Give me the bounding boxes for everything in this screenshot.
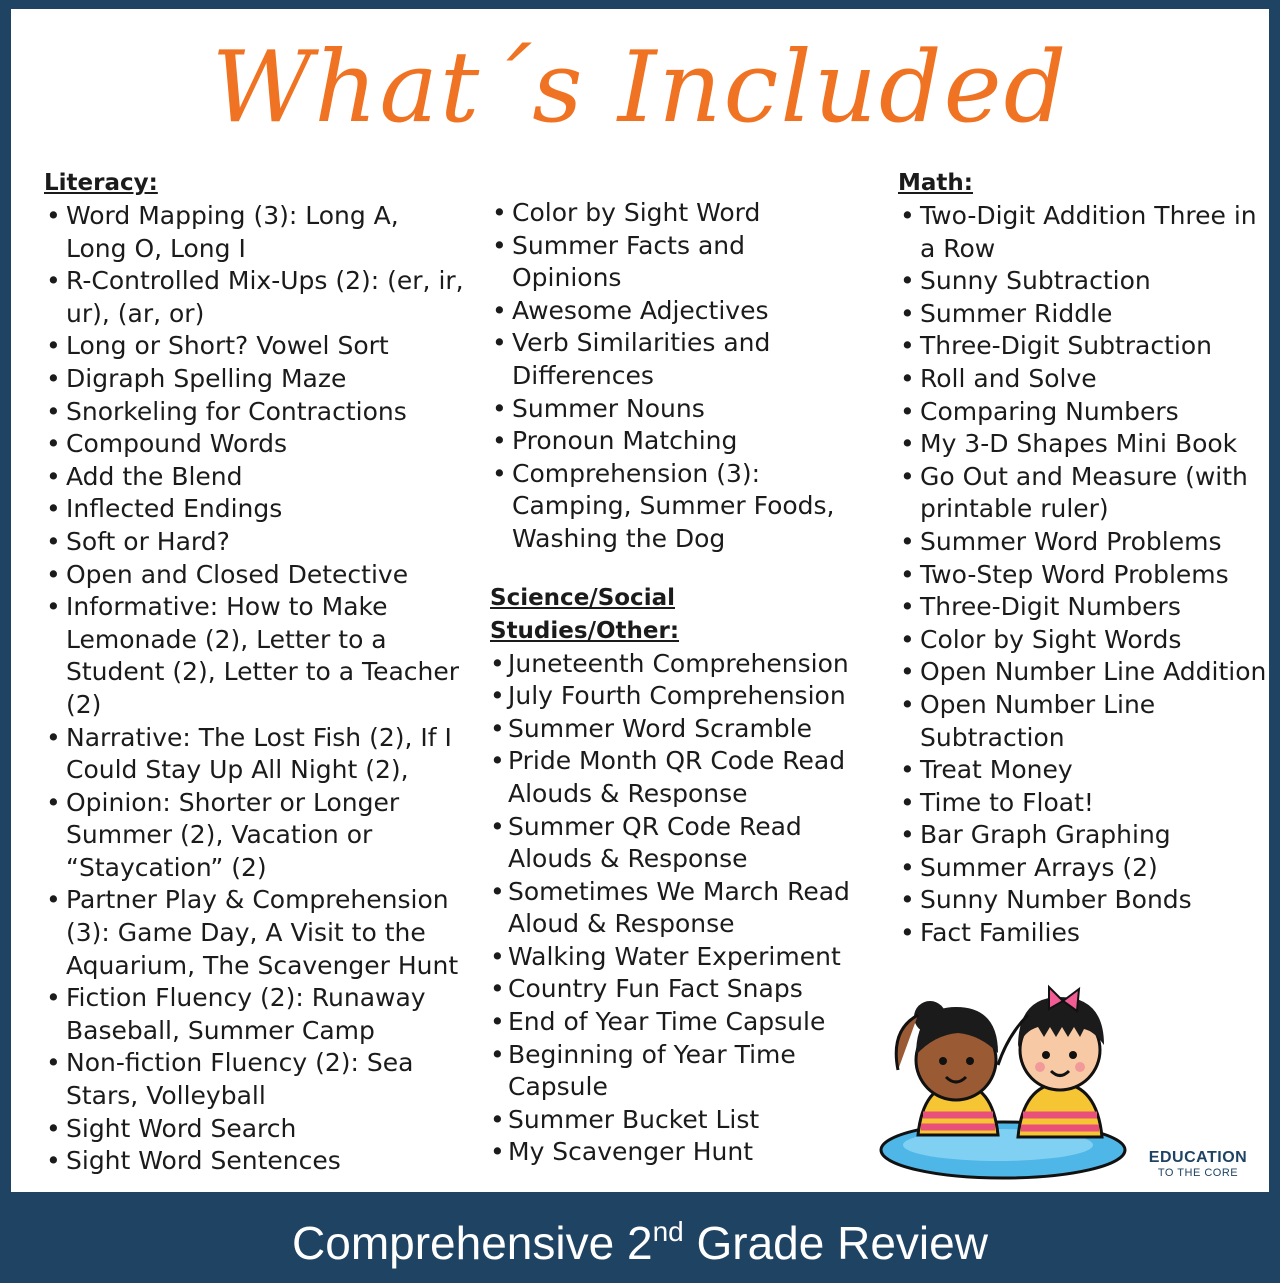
list-item: • My 3-D Shapes Mini Book bbox=[898, 428, 1268, 461]
swimming-kids-illustration bbox=[868, 975, 1138, 1185]
footer-banner bbox=[0, 1192, 1280, 1280]
list-item: • Color by Sight Words bbox=[898, 624, 1268, 657]
list-item: • Roll and Solve bbox=[898, 363, 1268, 396]
middle-column bbox=[490, 197, 860, 1169]
footer-ordinal: nd bbox=[652, 1216, 684, 1247]
list-item: • Long or Short? Vowel Sort bbox=[44, 330, 464, 363]
list-item: • Bar Graph Graphing bbox=[898, 819, 1268, 852]
list-item: • Treat Money bbox=[898, 754, 1268, 787]
list-item: • Summer Nouns bbox=[490, 393, 860, 426]
list-item: • Fact Families bbox=[898, 917, 1268, 950]
literacy-column bbox=[44, 167, 464, 1178]
list-item: • Time to Float! bbox=[898, 787, 1268, 820]
literacy-list bbox=[44, 200, 464, 1178]
list-item: • Digraph Spelling Maze bbox=[44, 363, 464, 396]
list-item: • Non-fiction Fluency (2): Sea Stars, Volleyball bbox=[44, 1047, 464, 1112]
list-item: • Three-Digit Numbers bbox=[898, 591, 1268, 624]
literacy-continued-list bbox=[490, 197, 860, 556]
education-to-the-core-logo bbox=[1138, 1149, 1258, 1179]
list-item: • Sight Word Sentences bbox=[44, 1145, 464, 1178]
list-item: • Inflected Endings bbox=[44, 493, 464, 526]
list-item: • Fiction Fluency (2): Runaway Baseball, Summer Camp bbox=[44, 982, 464, 1047]
list-item: • Summer Arrays (2) bbox=[898, 852, 1268, 885]
list-item: • Comprehension (3): Camping, Summer Foods, Washing the Dog bbox=[490, 458, 860, 556]
list-item: • Partner Play & Comprehension (3): Game Day, A Visit to the Aquarium, The Scavenger Hunt bbox=[44, 884, 464, 982]
list-item: • Country Fun Fact Snaps bbox=[490, 973, 860, 1006]
footer-suffix: Grade Review bbox=[683, 1217, 988, 1269]
science-list bbox=[490, 648, 860, 1170]
list-item: • Awesome Adjectives bbox=[490, 295, 860, 328]
list-item: • Word Mapping (3): Long A, Long O, Long I bbox=[44, 200, 464, 265]
list-item: • Add the Blend bbox=[44, 461, 464, 494]
list-item: • Beginning of Year Time Capsule bbox=[490, 1039, 860, 1104]
math-column bbox=[898, 167, 1268, 950]
list-item: • Two-Step Word Problems bbox=[898, 559, 1268, 592]
list-item: • My Scavenger Hunt bbox=[490, 1136, 860, 1169]
list-item: • Pronoun Matching bbox=[490, 425, 860, 458]
page-title: What´s Included bbox=[211, 31, 1069, 145]
list-item: • Summer Word Problems bbox=[898, 526, 1268, 559]
list-item: • Open Number Line Subtraction bbox=[898, 689, 1268, 754]
list-item: • Sunny Number Bonds bbox=[898, 884, 1268, 917]
list-item: • R-Controlled Mix-Ups (2): (er, ir, ur), (ar, or) bbox=[44, 265, 464, 330]
list-item: • Three-Digit Subtraction bbox=[898, 330, 1268, 363]
list-item: • Walking Water Experiment bbox=[490, 941, 860, 974]
list-item: • Comparing Numbers bbox=[898, 396, 1268, 429]
list-item: • Open and Closed Detective bbox=[44, 559, 464, 592]
list-item: • Summer Facts and Opinions bbox=[490, 230, 860, 295]
list-item: • Color by Sight Word bbox=[490, 197, 860, 230]
list-item: • Pride Month QR Code Read Alouds & Response bbox=[490, 745, 860, 810]
list-item: • Summer QR Code Read Alouds & Response bbox=[490, 811, 860, 876]
list-item: • Two-Digit Addition Three in a Row bbox=[898, 200, 1268, 265]
list-item: • Sight Word Search bbox=[44, 1113, 464, 1146]
list-item: • Opinion: Shorter or Longer Summer (2), Vacation or “Staycation” (2) bbox=[44, 787, 464, 885]
literacy-heading: Literacy: bbox=[44, 170, 158, 196]
list-item: • Snorkeling for Contractions bbox=[44, 396, 464, 429]
list-item: • Open Number Line Addition bbox=[898, 656, 1268, 689]
math-heading: Math: bbox=[898, 170, 973, 196]
list-item: • Verb Similarities and Differences bbox=[490, 327, 860, 392]
list-item: • Summer Word Scramble bbox=[490, 713, 860, 746]
list-item: • Summer Bucket List bbox=[490, 1104, 860, 1137]
footer-prefix: Comprehensive 2 bbox=[292, 1217, 653, 1269]
list-item: • Sometimes We March Read Aloud & Response bbox=[490, 876, 860, 941]
list-item: • Informative: How to Make Lemonade (2), Letter to a Student (2), Letter to a Teacher (2) bbox=[44, 591, 464, 721]
list-item: • Sunny Subtraction bbox=[898, 265, 1268, 298]
logo-sub-text: TO THE CORE bbox=[1157, 1167, 1239, 1179]
list-item: • Narrative: The Lost Fish (2), If I Could Stay Up All Night (2), bbox=[44, 722, 464, 787]
list-item: • Summer Riddle bbox=[898, 298, 1268, 331]
list-item: • End of Year Time Capsule bbox=[490, 1006, 860, 1039]
math-list bbox=[898, 200, 1268, 950]
science-heading: Science/Social Studies/Other: bbox=[490, 584, 680, 644]
list-item: • Juneteenth Comprehension bbox=[490, 648, 860, 681]
list-item: • Go Out and Measure (with printable ruler) bbox=[898, 461, 1268, 526]
logo-main-text: EDUCATION bbox=[1148, 1149, 1248, 1166]
list-item: • Compound Words bbox=[44, 428, 464, 461]
list-item: • Soft or Hard? bbox=[44, 526, 464, 559]
list-item: • July Fourth Comprehension bbox=[490, 680, 860, 713]
